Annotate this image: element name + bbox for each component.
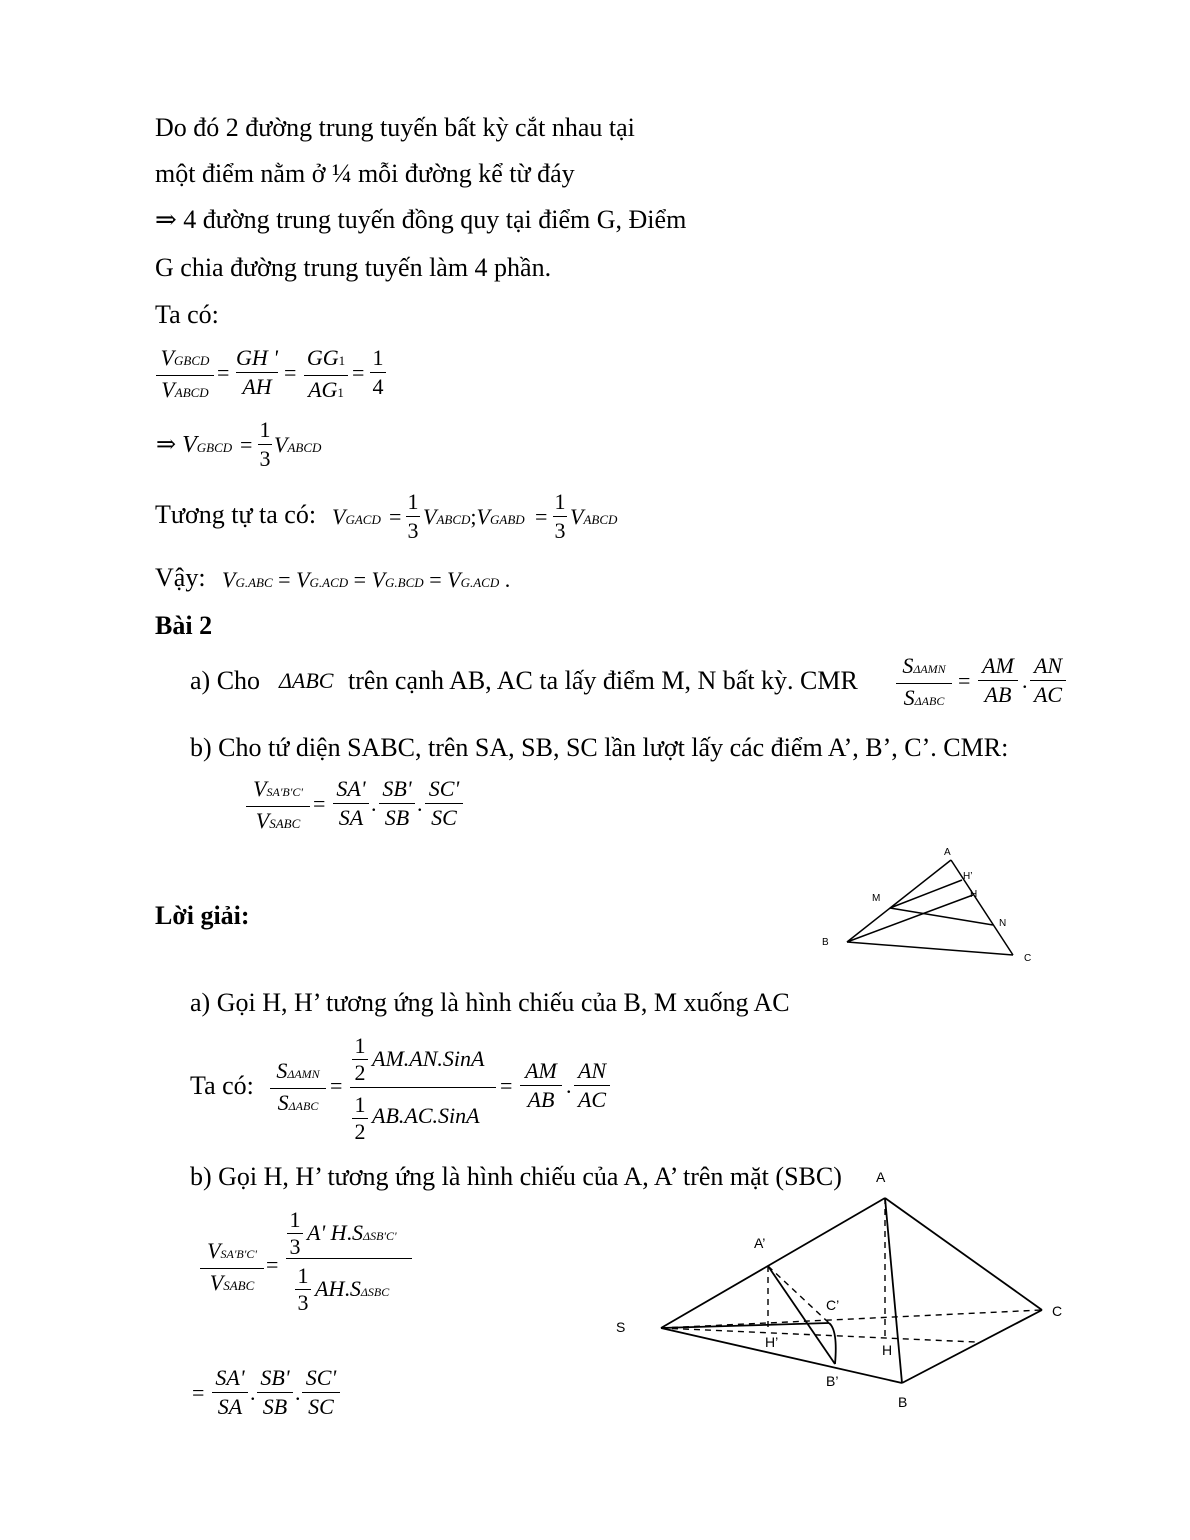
fig2-label-h-prime: H’ bbox=[765, 1334, 779, 1350]
fig2-label-s: S bbox=[616, 1319, 626, 1335]
triangle-abc: ΔABC bbox=[279, 668, 334, 693]
fig1-edge-ac bbox=[951, 860, 1013, 955]
fig2-edge-sb bbox=[661, 1328, 902, 1383]
figure-triangle bbox=[810, 840, 1040, 970]
fig2-label-a-prime: A’ bbox=[754, 1235, 766, 1251]
solution-a-text: a) Gọi H, H’ tương ứng là hình chiếu của B, M xuống AC bbox=[190, 988, 790, 1017]
fig1-label-b: B bbox=[822, 937, 829, 948]
fig2-label-h: H bbox=[882, 1342, 893, 1358]
heading-bai-2: Bài 2 bbox=[155, 611, 213, 640]
fig2-label-c-prime: C’ bbox=[826, 1297, 840, 1313]
problem-a-text: trên cạnh AB, AC ta lấy điểm M, N bất kỳ. CMR bbox=[348, 666, 858, 695]
heading-loi-giai: Lời giải: bbox=[155, 901, 250, 930]
problem-a-prefix: a) Cho bbox=[190, 666, 261, 695]
fig2-edge-sa bbox=[661, 1198, 885, 1328]
fig2-dashed-ap-cp bbox=[768, 1266, 829, 1323]
fig2-label-b: B bbox=[898, 1394, 908, 1410]
fig2-edge-ac bbox=[885, 1198, 1042, 1310]
fig1-label-n: N bbox=[999, 918, 1007, 929]
text-ta-co-2: Ta có: bbox=[190, 1071, 254, 1100]
fig2-label-b-prime: B’ bbox=[826, 1373, 839, 1389]
fig2-dashed-sc bbox=[661, 1310, 1042, 1328]
fig2-label-a: A bbox=[876, 1169, 886, 1185]
fig1-label-h: H bbox=[970, 889, 978, 900]
text-line-1: Do đó 2 đường trung tuyến bất kỳ cắt nhau tại bbox=[155, 113, 635, 142]
fig1-label-h-prime: H’ bbox=[963, 871, 973, 882]
text-vay: Vậy: bbox=[155, 563, 206, 592]
text-tuong-tu: Tương tự ta có: bbox=[155, 500, 317, 529]
fig1-label-m: M bbox=[872, 893, 881, 904]
text-line-5: Ta có: bbox=[155, 300, 219, 329]
fig1-label-c: C bbox=[1024, 953, 1032, 964]
problem-b-text: b) Cho tứ diện SABC, trên SA, SB, SC lần lượt lấy các điểm A’, B’, C’. CMR: bbox=[190, 733, 1009, 762]
text-line-3: ⇒ 4 đường trung tuyến đồng quy tại điểm G, Điểm bbox=[155, 205, 687, 234]
fig1-edge-bc bbox=[847, 942, 1013, 955]
fig1-label-a: A bbox=[944, 847, 951, 858]
figure-tetrahedron bbox=[600, 1165, 1070, 1415]
equation-4: VG.ABC = VG.ACD = VG.BCD = VG.ACD . bbox=[222, 567, 511, 592]
fig1-edge-ab bbox=[847, 860, 951, 942]
fig1-segment-mn bbox=[890, 908, 993, 925]
text-line-2: một điểm nằm ở ¼ mỗi đường kể từ đáy bbox=[155, 159, 575, 188]
text-line-4: G chia đường trung tuyến làm 4 phần. bbox=[155, 253, 552, 282]
fig2-edge-bc bbox=[902, 1310, 1042, 1383]
solution-b-text: b) Gọi H, H’ tương ứng là hình chiếu của A, A’ trên mặt (SBC) bbox=[190, 1162, 842, 1191]
fig2-label-c: C bbox=[1052, 1303, 1063, 1319]
